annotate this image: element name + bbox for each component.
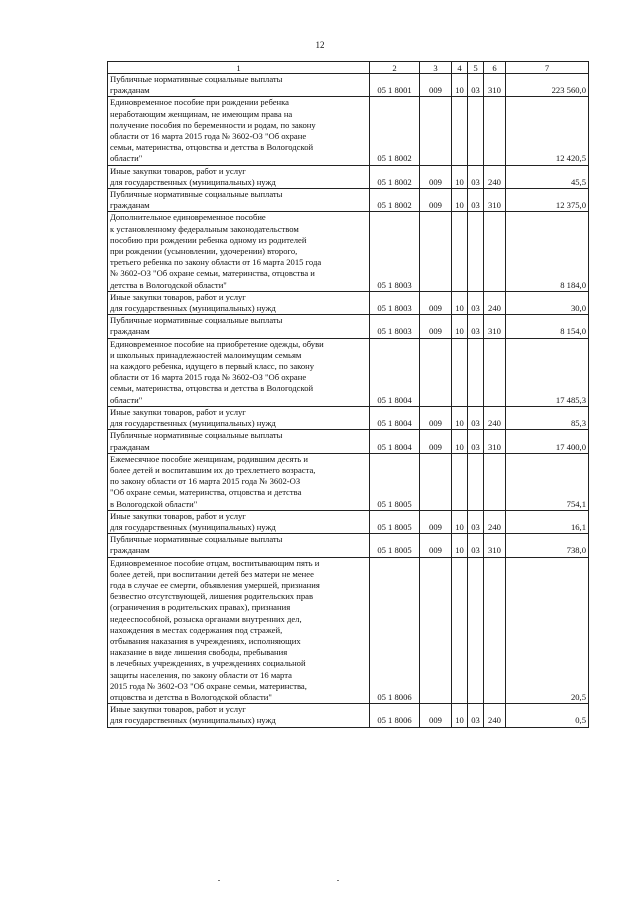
section-code — [452, 212, 468, 291]
subsection-code: 03 — [468, 704, 484, 727]
subsection-code: 03 — [468, 291, 484, 314]
expense-type-code — [484, 212, 506, 291]
admin-code: 009 — [420, 406, 452, 429]
section-code: 10 — [452, 534, 468, 557]
expense-type-code: 240 — [484, 510, 506, 533]
column-header-3: 3 — [420, 62, 452, 74]
target-article-code: 05 1 8004 — [370, 338, 420, 406]
row-name-cell: Дополнительное единовременное пособие к установленному федеральным законодательством пособию при рождении ребенка одному из родителей при рождении (усыновлении, удочерении) второго, третьего ребенка по закону области от 16 марта 2015 года № 3602-ОЗ "Об охране семьи, материнства, отцовства и детства в Вологодской области" — [108, 212, 370, 291]
expense-type-code: 240 — [484, 165, 506, 188]
amount-cell: 8 154,0 — [506, 315, 589, 338]
table-row — [108, 291, 589, 314]
budget-table — [107, 61, 589, 728]
amount-cell: 45,5 — [506, 165, 589, 188]
amount-cell: 8 184,0 — [506, 212, 589, 291]
target-article-code: 05 1 8003 — [370, 291, 420, 314]
row-name-cell: Единовременное пособие на приобретение одежды, обуви и школьных принадлежностей малоимущим семьям на каждого ребенка, идущего в первый класс, по закону области от 16 марта 2015 года № 3602-ОЗ "Об охране семьи, материнства, отцовства и детства в Вологодской области" — [108, 338, 370, 406]
amount-cell: 85,3 — [506, 406, 589, 429]
subsection-code — [468, 97, 484, 165]
subsection-code: 03 — [468, 534, 484, 557]
amount-cell: 17 400,0 — [506, 430, 589, 453]
table-row — [108, 338, 589, 406]
amount-cell: 0,5 — [506, 704, 589, 727]
section-code: 10 — [452, 165, 468, 188]
section-code: 10 — [452, 406, 468, 429]
row-name-cell: Ежемесячное пособие женщинам, родившим десять и более детей и воспитавшим их до трехлетнего возраста, по закону области от 16 марта 2015 года № 3602-ОЗ "Об охране семьи, материнства, отцовства и детства в Вологодской области" — [108, 453, 370, 510]
table-row — [108, 510, 589, 533]
admin-code: 009 — [420, 430, 452, 453]
amount-cell: 20,5 — [506, 557, 589, 704]
table-row — [108, 430, 589, 453]
row-name-cell: Единовременное пособие отцам, воспитывающим пять и более детей, при воспитании детей без матери не менее года в случае ее смерти, объявления умершей, признания безвестно отсутствующей, лишения родительских прав (ограничения в родительских правах), признания недееспособной, розыска органами внутренних дел, нахождения в местах содержания под стражей, отбывания наказания в учреждениях, исполняющих наказание в виде лишения свободы, пребывания в лечебных учреждениях, в учреждениях социальной защиты населения, по закону области от 16 марта 2015 года № 3602-ОЗ "Об охране семьи, материнства, отцовства и детства в Вологодской области" — [108, 557, 370, 704]
admin-code — [420, 338, 452, 406]
scan-mark — [337, 880, 339, 881]
row-name-cell: Единовременное пособие при рождении ребенка неработающим женщинам, не имеющим права на получение пособия по беременности и родам, по закону области от 16 марта 2015 года № 3602-ОЗ "Об охране семьи, материнства, отцовства и детства в Вологодской области" — [108, 97, 370, 165]
section-code: 10 — [452, 291, 468, 314]
amount-cell: 754,1 — [506, 453, 589, 510]
section-code: 10 — [452, 704, 468, 727]
section-code — [452, 338, 468, 406]
target-article-code: 05 1 8005 — [370, 534, 420, 557]
admin-code: 009 — [420, 315, 452, 338]
amount-cell: 17 485,3 — [506, 338, 589, 406]
section-code — [452, 453, 468, 510]
target-article-code: 05 1 8004 — [370, 430, 420, 453]
expense-type-code: 310 — [484, 74, 506, 97]
table-row — [108, 704, 589, 727]
table-row — [108, 557, 589, 704]
amount-cell: 16,1 — [506, 510, 589, 533]
section-code: 10 — [452, 430, 468, 453]
row-name-cell: Публичные нормативные социальные выплаты гражданам — [108, 534, 370, 557]
subsection-code: 03 — [468, 165, 484, 188]
admin-code — [420, 212, 452, 291]
subsection-code: 03 — [468, 510, 484, 533]
expense-type-code: 310 — [484, 315, 506, 338]
subsection-code: 03 — [468, 74, 484, 97]
table-row — [108, 534, 589, 557]
expense-type-code: 240 — [484, 704, 506, 727]
expense-type-code — [484, 97, 506, 165]
admin-code — [420, 97, 452, 165]
row-name-cell: Иные закупки товаров, работ и услуг для государственных (муниципальных) нужд — [108, 291, 370, 314]
target-article-code: 05 1 8001 — [370, 74, 420, 97]
target-article-code: 05 1 8006 — [370, 704, 420, 727]
section-code — [452, 97, 468, 165]
admin-code: 009 — [420, 704, 452, 727]
subsection-code — [468, 557, 484, 704]
subsection-code: 03 — [468, 189, 484, 212]
row-name-cell: Иные закупки товаров, работ и услуг для государственных (муниципальных) нужд — [108, 704, 370, 727]
table-row — [108, 212, 589, 291]
table-row — [108, 97, 589, 165]
expense-type-code: 310 — [484, 534, 506, 557]
admin-code: 009 — [420, 534, 452, 557]
subsection-code: 03 — [468, 430, 484, 453]
section-code: 10 — [452, 315, 468, 338]
target-article-code: 05 1 8004 — [370, 406, 420, 429]
row-name-cell: Публичные нормативные социальные выплаты гражданам — [108, 74, 370, 97]
admin-code: 009 — [420, 74, 452, 97]
target-article-code: 05 1 8006 — [370, 557, 420, 704]
amount-cell: 12 375,0 — [506, 189, 589, 212]
admin-code: 009 — [420, 189, 452, 212]
table-row — [108, 74, 589, 97]
table-row — [108, 406, 589, 429]
column-header-1: 1 — [108, 62, 370, 74]
target-article-code: 05 1 8003 — [370, 315, 420, 338]
target-article-code: 05 1 8003 — [370, 212, 420, 291]
subsection-code: 03 — [468, 315, 484, 338]
row-name-cell: Иные закупки товаров, работ и услуг для государственных (муниципальных) нужд — [108, 165, 370, 188]
target-article-code: 05 1 8005 — [370, 510, 420, 533]
admin-code: 009 — [420, 165, 452, 188]
row-name-cell: Публичные нормативные социальные выплаты гражданам — [108, 189, 370, 212]
amount-cell: 738,0 — [506, 534, 589, 557]
target-article-code: 05 1 8005 — [370, 453, 420, 510]
row-name-cell: Иные закупки товаров, работ и услуг для государственных (муниципальных) нужд — [108, 406, 370, 429]
column-header-2: 2 — [370, 62, 420, 74]
expense-type-code: 240 — [484, 291, 506, 314]
column-number-header-row — [108, 62, 589, 74]
table-row — [108, 165, 589, 188]
column-header-5: 5 — [468, 62, 484, 74]
expense-type-code: 310 — [484, 430, 506, 453]
admin-code — [420, 453, 452, 510]
section-code: 10 — [452, 189, 468, 212]
expense-type-code — [484, 338, 506, 406]
target-article-code: 05 1 8002 — [370, 189, 420, 212]
admin-code — [420, 557, 452, 704]
subsection-code — [468, 453, 484, 510]
column-header-4: 4 — [452, 62, 468, 74]
subsection-code: 03 — [468, 406, 484, 429]
target-article-code: 05 1 8002 — [370, 97, 420, 165]
scan-mark — [218, 880, 220, 881]
target-article-code: 05 1 8002 — [370, 165, 420, 188]
section-code — [452, 557, 468, 704]
row-name-cell: Публичные нормативные социальные выплаты гражданам — [108, 430, 370, 453]
admin-code: 009 — [420, 291, 452, 314]
table-row — [108, 453, 589, 510]
subsection-code — [468, 212, 484, 291]
subsection-code — [468, 338, 484, 406]
table-row — [108, 189, 589, 212]
page-number: 12 — [315, 40, 325, 50]
expense-type-code: 240 — [484, 406, 506, 429]
section-code: 10 — [452, 74, 468, 97]
expense-type-code — [484, 557, 506, 704]
row-name-cell: Публичные нормативные социальные выплаты гражданам — [108, 315, 370, 338]
expense-type-code — [484, 453, 506, 510]
amount-cell: 30,0 — [506, 291, 589, 314]
column-header-7: 7 — [506, 62, 589, 74]
section-code: 10 — [452, 510, 468, 533]
table-row — [108, 315, 589, 338]
row-name-cell: Иные закупки товаров, работ и услуг для государственных (муниципальных) нужд — [108, 510, 370, 533]
amount-cell: 223 560,0 — [506, 74, 589, 97]
expense-type-code: 310 — [484, 189, 506, 212]
amount-cell: 12 420,5 — [506, 97, 589, 165]
admin-code: 009 — [420, 510, 452, 533]
column-header-6: 6 — [484, 62, 506, 74]
